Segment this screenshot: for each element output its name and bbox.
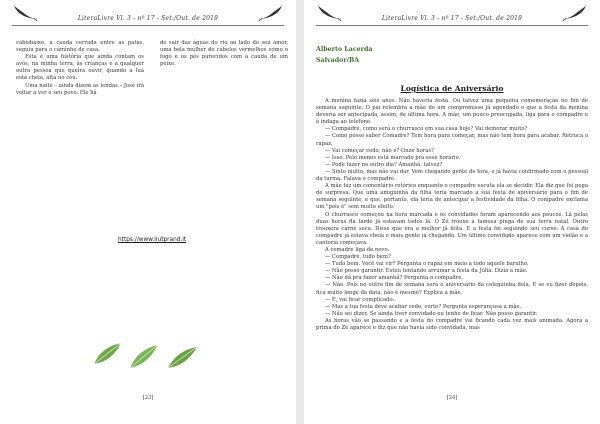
story-paragraph: — É, vai ficar complicado. bbox=[325, 296, 395, 303]
story-paragraph: — Não posso garantir. Estou tentando arrumar a festa da Júlia. Dizia a mãe. bbox=[325, 268, 528, 275]
page-number: [24] bbox=[446, 395, 458, 401]
author-website-link[interactable]: https://www.liutprand.it bbox=[118, 237, 187, 243]
left-column-1 bbox=[16, 40, 144, 97]
paragraph: cabisbaixo, a cauda cerrada entre as patas, seguiu para o caminho de casa. bbox=[16, 40, 144, 54]
paragraph: de sair das águas do rio ao lado do seu amor, uma bela mulher de cabelos vermelhos como o fogo e os pés parecidos com a cauda de um peixe. bbox=[160, 40, 288, 68]
journal-header-text: LiteraLivre Vl. 3 - nº 17 - Set./Out. de 2019 bbox=[381, 15, 523, 22]
quill-pen-icon bbox=[258, 4, 284, 22]
author-name: Alberto Lacerda bbox=[316, 46, 373, 53]
leaves-icon bbox=[86, 328, 210, 372]
story-paragraph: — Pode fazer no outro dia? Amanhã, talvez? bbox=[325, 161, 443, 168]
story-paragraph: A menina fazia seis anos. Não haveria festa. Ou talvez uma pequena comemoração no fim de semana seguinte. O pai relembra a mãe de um compromisso já agendado e que a festa da menina deveria ser antecipada, assim, de última hora. A mãe, um pouco preocupada, liga para o compadre e o indaga ao telefone. bbox=[316, 98, 588, 126]
page-number: [23] bbox=[142, 395, 154, 401]
story-body bbox=[316, 98, 588, 332]
journal-header-text: LiteraLivre Vl. 3 - nº 17 - Set./Out. de 2019 bbox=[77, 15, 219, 22]
page-header bbox=[12, 6, 284, 30]
left-page bbox=[0, 0, 296, 424]
story-paragraph: A mãe faz um comentário retórico enquanto o compadre escuta ela se decidir. Ela diz que foi pega de surpresa. Que uma amiguinha da filha teria marcado a sua festa de aniversário para o fim de semana seguinte, e que, portanto, ela teria de antecipar a festividade da filha. O compadre exclama um "pois é" sem muito efeito. bbox=[316, 183, 588, 211]
paragraph: Esta é uma história que ainda contam os avôs, na minha terra, às crianças e a qualquer outra pessoa que queira ouvir, quando a lua está cheia, alta no céu. bbox=[16, 54, 144, 82]
story-title-text: Logística de Aniversário bbox=[400, 84, 504, 93]
story-paragraph: — Compadre, como será o churrasco em sua casa hoje? Vai demorar muito? bbox=[325, 126, 528, 133]
story-paragraph: O churrasco começou na hora marcada e os convidados foram aparecendo aos poucos. Lá pelas duas horas da tarde já estavam todos lá. O Zé trouxe a famosa pinga de sua terra natal. Outro trouxera carne seca. Disse que era a melhor já feita. E a festa foi seguindo seu curso. A casa do compadre já estava cheia e mais gente ia chegando. Um último convidado aparece com um violão e a cantoria começava. bbox=[316, 211, 588, 246]
story-paragraph: — Isso. Pelo menos está marcado pra esse horário. bbox=[325, 154, 461, 161]
story-paragraph: — Compadre, tudo bem? bbox=[325, 254, 391, 261]
story-paragraph: — Mas a tua festa deve acabar cedo, certo? Pergunta esperançosa a mãe. bbox=[325, 303, 522, 310]
header-rule bbox=[316, 25, 588, 26]
author-location: Salvador/BA bbox=[316, 57, 360, 64]
story-paragraph: — Não sei dizer. Se ainda tiver convidado eu tenho de ficar. Não posso garantir. bbox=[325, 310, 538, 317]
story-paragraph: — Tudo bem. Você vai vir? Pergunta o rapaz em meio a todo aquele barulho. bbox=[325, 261, 529, 268]
story-paragraph: — Sinto muito, mas não vai dar. Vem chegando gente de fora, e já havia confirmado com o pessoal da turma. Falava o compadre. bbox=[316, 168, 588, 183]
header-rule bbox=[12, 25, 284, 26]
story-paragraph: — Não dá pra fazer amanhã? Pergunta o compadre. bbox=[325, 275, 464, 282]
quill-pen-icon bbox=[562, 4, 588, 22]
right-page bbox=[304, 0, 600, 424]
story-paragraph: As horas vão se passando e a festa do compadre vai ficando cada vez mais animada. Agora a prima do Zé aparece e diz que não havia sido convidada, mas bbox=[316, 317, 588, 331]
story-paragraph: A comadre liga de novo. bbox=[325, 246, 390, 253]
story-paragraph: — Vai começar cedo, não é? Onze horas? bbox=[325, 147, 434, 154]
story-paragraph: — Não. Pois no outro fim de semana será o aniversário da coleguinha dela. E se eu fizer depois, fica muito longe da data, não é mesmo? Explica a mãe. bbox=[316, 282, 588, 296]
left-column-2 bbox=[160, 40, 288, 68]
page-header bbox=[316, 6, 588, 30]
story-title bbox=[304, 76, 600, 95]
author-block bbox=[316, 44, 372, 66]
paragraph: Uma noite – ainda dizem as lendas – José irá voltar a ver o seu povo. Ele há bbox=[16, 82, 144, 96]
story-paragraph: — Como posso saber Comadre? Tem hora para começar, mas não tem hora para acabar. Retruca o rapaz. bbox=[316, 133, 588, 147]
